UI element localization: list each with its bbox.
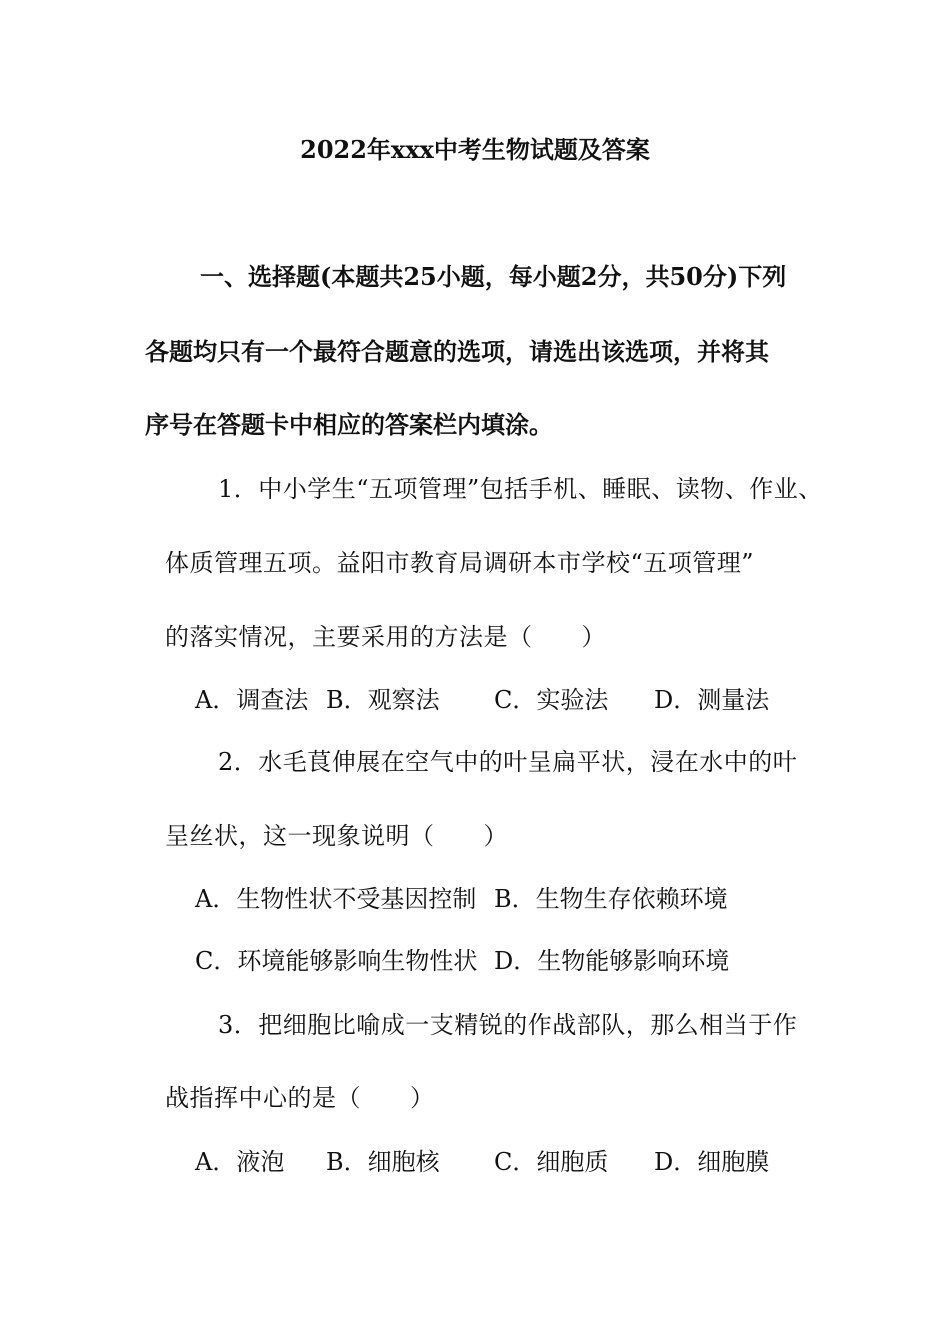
question-1-option-b: B．观察法 bbox=[326, 686, 440, 714]
question-3-line-2: 战指挥中心的是（ ） bbox=[165, 1084, 435, 1112]
question-1-line-2: 体质管理五项。益阳市教育局调研本市学校“五项管理” bbox=[165, 549, 755, 577]
section-heading-line-3: 序号在答题卡中相应的答案栏内填涂。 bbox=[145, 410, 553, 439]
question-2-option-c: C．环境能够影响生物性状 bbox=[195, 947, 478, 975]
question-2-option-b: B．生物生存依赖环境 bbox=[494, 885, 728, 913]
question-1-line-3: 的落实情况，主要采用的方法是（ ） bbox=[165, 623, 606, 651]
question-3-option-c: C．细胞质 bbox=[494, 1148, 609, 1176]
section-heading-line-2: 各题均只有一个最符合题意的选项，请选出该选项，并将其 bbox=[145, 337, 769, 366]
section-heading-line-1: 一、选择题(本题共25小题，每小题2分，共50分)下列 bbox=[200, 262, 787, 291]
question-3-option-d: D．细胞膜 bbox=[654, 1148, 770, 1176]
question-2-line-1: 2．水毛茛伸展在空气中的叶呈扁平状，浸在水中的叶 bbox=[218, 748, 798, 776]
question-3-option-a: A．液泡 bbox=[195, 1148, 285, 1176]
question-3-line-1: 3．把细胞比喻成一支精锐的作战部队，那么相当于作 bbox=[218, 1011, 798, 1039]
document-title: 2022年xxx中考生物试题及答案 bbox=[300, 135, 650, 164]
question-1-option-a: A．调查法 bbox=[195, 686, 309, 714]
question-2-option-d: D．生物能够影响环境 bbox=[494, 947, 730, 975]
question-2-option-a: A．生物性状不受基因控制 bbox=[195, 885, 477, 913]
question-1-option-c: C．实验法 bbox=[494, 686, 609, 714]
question-2-line-2: 呈丝状，这一现象说明（ ） bbox=[165, 822, 508, 850]
question-1-option-d: D．测量法 bbox=[654, 686, 770, 714]
question-3-option-b: B．细胞核 bbox=[326, 1148, 440, 1176]
question-1-line-1: 1．中小学生“五项管理”包括手机、睡眠、读物、作业、 bbox=[218, 475, 823, 503]
